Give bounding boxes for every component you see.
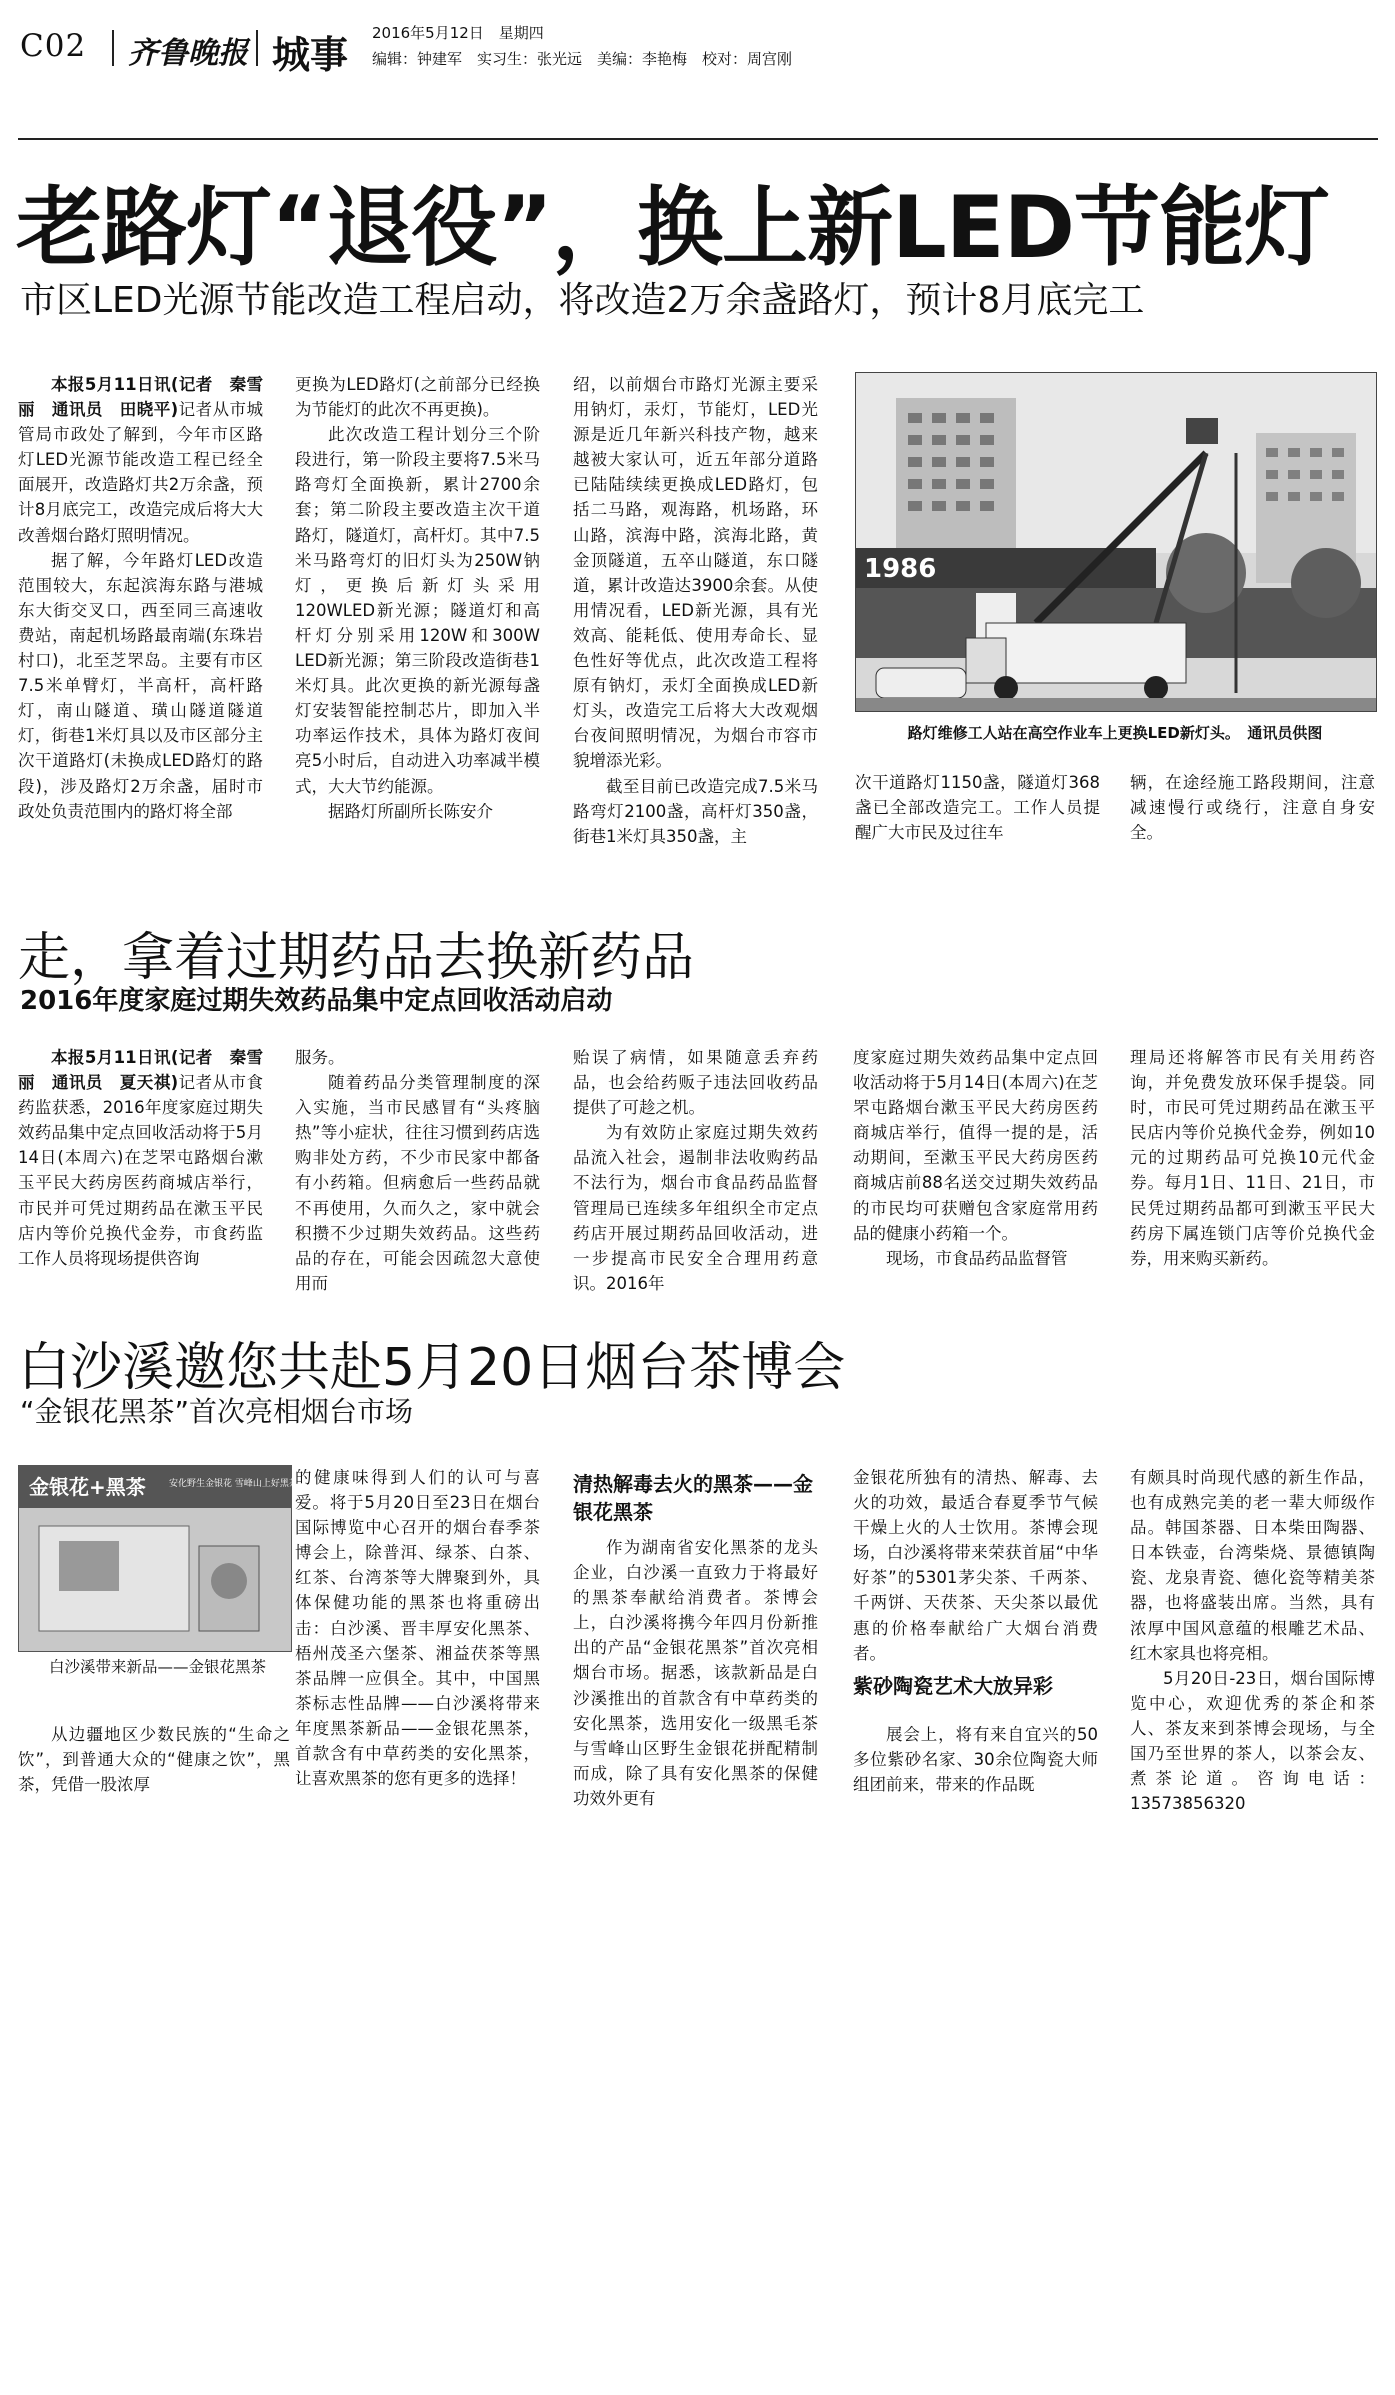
section-name: 城事: [272, 33, 349, 77]
story3-subhead-2: 紫砂陶瓷艺术大放异彩: [853, 1674, 1053, 1698]
photo-sign-text: 1986: [864, 554, 937, 584]
story3-text: 展会上，将有来自宜兴的50多位紫砂名家、30余位陶瓷大师组团前来，带来的作品既: [853, 1725, 1098, 1795]
story1-column-2: [295, 372, 540, 842]
story3-column-1: [18, 1722, 290, 1832]
newspaper-name: 齐鲁晚报: [128, 36, 248, 71]
story1-text: 此次改造工程计划分三个阶段进行，第一阶段主要将7.5米马路弯灯全面换新，累计2700余套；第二阶段主要改造主次干道路灯，隧道灯，高杆灯。其中7.5米马路弯灯的旧灯头为250W钠灯，更换后新灯头采用120WLED新光源；隧道灯和高杆灯分别采用120W和300W LED新光源；第三阶段改造街巷1米灯具。此次更换的新光源每盏灯安装智能控制芯片，即加入半功率运作技术，具体为路灯夜间亮5小时后，自动进入功率减半模式，大大节约能源。: [295, 425, 540, 796]
story1-column-3: [573, 372, 818, 846]
story2-text: 服务。: [295, 1048, 345, 1067]
story3-text: 作为湖南省安化黑茶的龙头企业，白沙溪一直致力于将最好的黑茶奉献给消费者。茶博会上，白沙溪将携今年四月份新推出的产品“金银花黑茶”首次亮相烟台市场。据悉，该款新品是白沙溪推出的首款含有中草药类的安化黑茶，选用安化一级黑毛茶与雪峰山区野生金银花拼配精制而成，除了具有安化黑茶的保健功效外更有: [573, 1538, 818, 1808]
tea-image-caption: 白沙溪带来新品——金银花黑茶: [49, 1658, 267, 1676]
story3-text: 从边疆地区少数民族的“生命之饮”，到普通大众的“健康之饮”，黑茶，凭借一股浓厚: [18, 1725, 290, 1795]
story2-column-1: [18, 1045, 264, 1268]
story1-text: 辆，在途经施工路段期间，注意减速慢行或绕行，注意自身安全。: [1130, 773, 1375, 843]
story3-text: 5月20日-23日，烟台国际博览中心，欢迎优秀的茶企和茶人、茶友来到茶博会现场，与全国乃至世界的茶人，以茶会友、煮茶论道。咨询电话：13573856320: [1130, 1668, 1375, 1814]
story2-byline: 本报5月11日讯(记者 秦雪丽 通讯员 夏天祺): [18, 1048, 263, 1093]
story3-column-4: [853, 1465, 1098, 1663]
story3-column-3: [573, 1535, 818, 1830]
story1-column-4: [855, 770, 1100, 842]
tea-package-photo: [19, 1466, 298, 1651]
story1-subheadline: 市区LED光源节能改造工程启动，将改造2万余盏路灯，预计8月底完工: [20, 280, 1145, 321]
story3-text: 的健康味得到人们的认可与喜爱。将于5月20日至23日在烟台国际博览中心召开的烟台春季茶博会上，除普洱、绿茶、白茶、红茶、台湾茶等大牌聚到外，具体保健功能的黑茶也将重磅出击：白沙溪、晋丰厚安化黑茶、梧州茂圣六堡茶、湘益茯茶等黑茶品牌一应俱全。其中，中国黑茶标志性品牌——白沙溪将带来年度黑茶新品——金银花黑茶，首款含有中草药类的安化黑茶，让喜欢黑茶的您有更多的选择！: [295, 1468, 540, 1789]
ad-image-slogan: 安化野生金银花 雪峰山上好黑茶: [169, 1479, 298, 1489]
story1-text: 据了解，今年路灯LED改造范围较大，东起滨海东路与港城东大街交叉口，西至同三高速收费站，南起机场路最南端(东珠岩村口)，北至芝罘岛。主要有市区7.5米单臂灯，半高杆，高杆路灯，南山隧道、璜山隧道隧道灯，街巷1米灯具以及市区部分主次干道路灯(未换成LED路灯的路段)，涉及路灯2万余盏，届时市政处负责范围内的路灯将全部: [18, 550, 263, 821]
story2-headline: 走，拿着过期药品去换新药品: [18, 928, 695, 988]
story2-subheadline: 2016年度家庭过期失效药品集中定点回收活动启动: [20, 986, 613, 1016]
story2-column-3: [573, 1045, 818, 1293]
story2-text: 随着药品分类管理制度的深入实施，当市民感冒有“头疼脑热”等小症状，往往习惯到药店选购非处方药，不少市民家中都备有小药箱。但病愈后一些药品就不再使用，久而久之，家中就会积攒不少过期失效药品。这些药品的存在，可能会因疏忽大意使用而: [295, 1073, 540, 1293]
story2-text: 记者从市食药监获悉，2016年度家庭过期失效药品集中定点回收活动将于5月14日(本周六)在芝罘屯路烟台漱玉平民大药房医药商城店举行，市民并可凭过期药品在漱玉平民店内等价兑换代金券，市食药监工作人员将现场提供咨询: [18, 1073, 264, 1268]
story3-text: 有颇具时尚现代感的新生作品，也有成熟完美的老一辈大师级作品。韩国茶器、日本柴田陶器、日本铁壶，台湾柴烧、景德镇陶瓷、龙泉青瓷、德化瓷等精美茶器，也将盛装出席。当然，具有浓厚中国风意蕴的根雕艺术品、红木家具也将亮相。: [1130, 1468, 1375, 1663]
story1-text: 更换为LED路灯(之前部分已经换为节能灯的此次不再更换)。: [295, 375, 540, 420]
page-number: C02: [20, 28, 87, 64]
ad-image-brand: 金银花+黑茶: [29, 1475, 146, 1499]
story3-subheadline: “金银花黑茶”首次亮相烟台市场: [20, 1395, 414, 1428]
story2-column-2: [295, 1045, 540, 1293]
story1-text: 绍，以前烟台市路灯光源主要采用钠灯，汞灯，节能灯，LED光源是近几年新兴科技产物，越来越被大家认可，近五年部分道路已陆陆续续更换成LED路灯，包括二马路，观海路，机场路，环山路，滨海中路，滨海北路，黄金顶隧道，五卒山隧道，东口隧道，累计改造达3900余套。从使用情况看，LED新光源，具有光效高、能耗低、使用寿命长、显色性好等优点，此次改造工程将原有钠灯，汞灯全面换成LED新灯头，改造完工后将大大改观烟台夜间照明情况，为烟台市容市貌增添光彩。: [573, 375, 818, 771]
story3-column-2: [295, 1465, 540, 1830]
staff-credits: 编辑：钟建军 实习生：张光远 美编：李艳梅 校对：周宫刚: [372, 50, 793, 68]
story1-byline: 本报5月11日讯(记者 秦雪丽 通讯员 田晓平): [18, 375, 263, 420]
story2-column-5: [1130, 1045, 1375, 1268]
story1-text: 记者从市城管局市政处了解到，今年市区路灯LED光源节能改造工程已经全面展开，改造路灯共2万余盏，预计8月底完工，改造完成后将大大改善烟台路灯照明情况。: [18, 400, 264, 545]
story2-text: 理局还将解答市民有关用药咨询，并免费发放环保手提袋。同时，市民可凭过期药品在漱玉平民店内等价兑换代金券，例如10元的过期药品可兑换10元代金券。每月1日、11日、21日，市民凭过期药品都可到漱玉平民大药房下属连锁门店等价兑换代金券，用来购买新药。: [1130, 1048, 1375, 1268]
story3-text: 金银花所独有的清热、解毒、去火的功效，最适合春夏季节气候干燥上火的人士饮用。茶博会现场，白沙溪将带来荣获首届“中华好茶”的5301茅尖茶、千两茶、千两饼、天茯茶、天尖茶以最优惠的价格奉献给广大烟台消费者。: [853, 1468, 1098, 1663]
story1-column-5: [1130, 770, 1375, 842]
story2-text: 为有效防止家庭过期失效药品流入社会，遏制非法收购药品不法行为，烟台市食品药品监督管理局已连续多年组织全市定点药店开展过期药品回收活动，进一步提高市民安全合理用药意识。2016年: [573, 1123, 818, 1293]
story1-column-1: [18, 372, 263, 842]
header-divider: [112, 30, 114, 66]
story3-column-5: [1130, 1465, 1375, 1835]
story1-photo-caption: 路灯维修工人站在高空作业车上更换LED新灯头。 通讯员供图: [907, 724, 1323, 742]
header-divider: [256, 30, 258, 66]
story2-text: 度家庭过期失效药品集中定点回收活动将于5月14日(本周六)在芝罘屯路烟台漱玉平民大药房医药商城店举行，值得一提的是，活动期间，至漱玉平民大药房医药商城店前88名送交过期失效药品的市民均可获赠包含家庭常用药品的健康小药箱一个。: [853, 1048, 1098, 1243]
story3-column-4b: [853, 1722, 1098, 1832]
header-rule: [18, 138, 1378, 140]
story1-headline: 老路灯“退役”，换上新LED节能灯: [16, 178, 1329, 278]
tea-product-image: [18, 1465, 298, 1652]
story1-text: 据路灯所副所长陈安介: [328, 801, 493, 821]
story2-column-4: [853, 1045, 1098, 1268]
story1-photo: [855, 372, 1377, 712]
issue-date: 2016年5月12日 星期四: [372, 24, 544, 42]
story1-text: 截至目前已改造完成7.5米马路弯灯2100盏，高杆灯350盏，街巷1米灯具350盏，主: [573, 776, 818, 846]
story2-text: 现场，市食品药品监督管: [886, 1248, 1068, 1268]
street-light-repair-photo: [856, 373, 1376, 711]
story3-headline: 白沙溪邀您共赴5月20日烟台茶博会: [18, 1338, 846, 1398]
story2-text: 贻误了病情，如果随意丢弃药品，也会给药贩子违法回收药品提供了可趁之机。: [573, 1048, 818, 1118]
story3-subhead-1: 清热解毒去火的黑茶——金银花黑茶: [573, 1472, 813, 1524]
story1-text: 次干道路灯1150盏，隧道灯368盏已全部改造完工。工作人员提醒广大市民及过往车: [855, 773, 1100, 843]
